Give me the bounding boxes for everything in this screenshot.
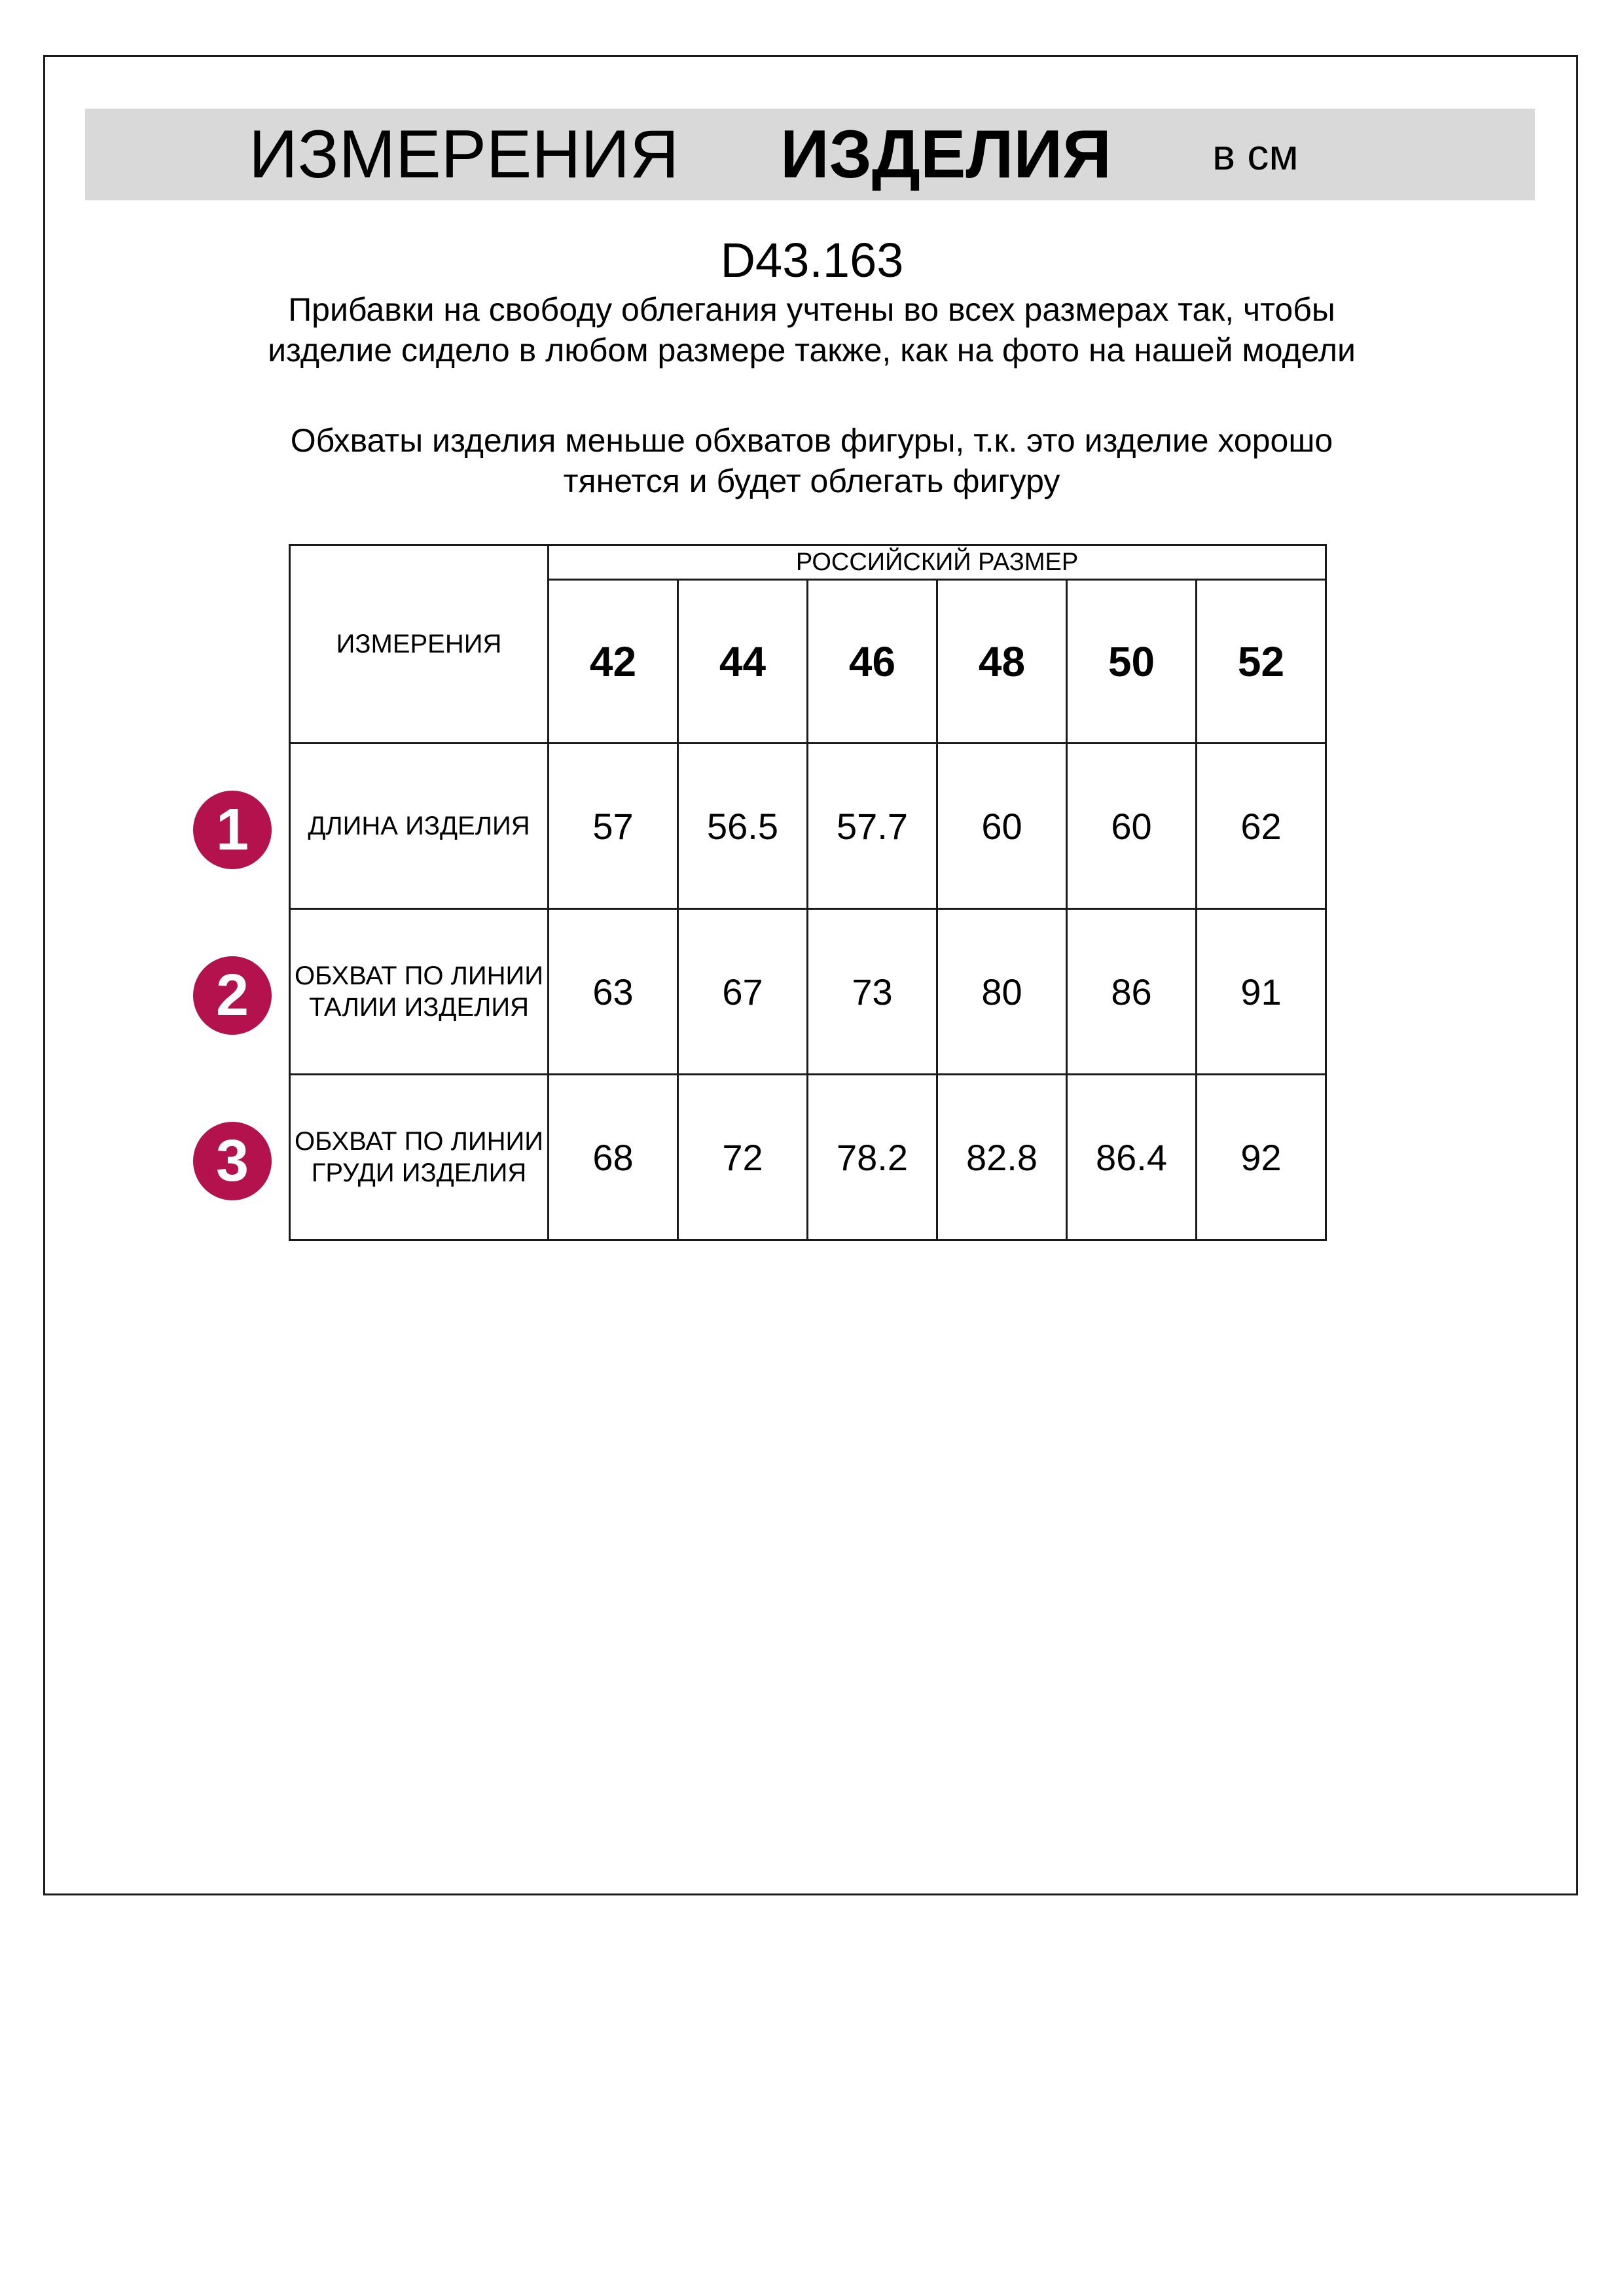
size-header: 44 [678,580,808,744]
table-cell: 63 [549,909,678,1075]
table-cell: 60 [1067,744,1197,909]
size-header: 42 [549,580,678,744]
table-cell: 91 [1197,909,1326,1075]
size-header: 50 [1067,580,1197,744]
table-cell: 67 [678,909,808,1075]
table-cell: 78.2 [808,1075,937,1240]
title-measurements: ИЗМЕРЕНИЯ [249,117,679,192]
title-banner [85,109,1535,200]
size-header: 52 [1197,580,1326,744]
corner-label: ИЗМЕРЕНИЯ [290,545,549,744]
row-badge-2: 2 [193,956,272,1035]
row-label: ОБХВАТ ПО ЛИНИИ ТАЛИИ ИЗДЕЛИЯ [290,909,549,1075]
table-cell: 68 [549,1075,678,1240]
table-cell: 86 [1067,909,1197,1075]
row-label: ДЛИНА ИЗДЕЛИЯ [290,744,549,909]
article-code: D43.163 [720,233,904,287]
row-badge-3: 3 [193,1122,272,1200]
note-stretch: Обхваты изделия меньше обхватов фигуры, т.к. это изделие хорошо тянется и будет облегать фигуру [290,422,1333,499]
size-group-label: РОССИЙСКИЙ РАЗМЕР [549,545,1326,580]
table-row [290,1075,1326,1240]
table-cell: 72 [678,1075,808,1240]
table-cell: 73 [808,909,937,1075]
table-cell: 82.8 [937,1075,1067,1240]
table-cell: 86.4 [1067,1075,1197,1240]
table-cell: 62 [1197,744,1326,909]
table-cell: 80 [937,909,1067,1075]
size-table [289,544,1327,1241]
table-cell: 56.5 [678,744,808,909]
size-header: 48 [937,580,1067,744]
table-cell: 60 [937,744,1067,909]
note-fit: Прибавки на свободу облегания учтены во всех размерах так, чтобы изделие сидело в любом размере также, как на фото на нашей модели [268,291,1356,368]
table-row [290,909,1326,1075]
size-header: 46 [808,580,937,744]
table-cell: 57 [549,744,678,909]
table-row [290,744,1326,909]
row-badge-1: 1 [193,791,272,869]
row-label: ОБХВАТ ПО ЛИНИИ ГРУДИ ИЗДЕЛИЯ [290,1075,549,1240]
title-garment: ИЗДЕЛИЯ [780,117,1111,192]
table-cell: 57.7 [808,744,937,909]
title-unit: в см [1212,130,1299,179]
table-cell: 92 [1197,1075,1326,1240]
